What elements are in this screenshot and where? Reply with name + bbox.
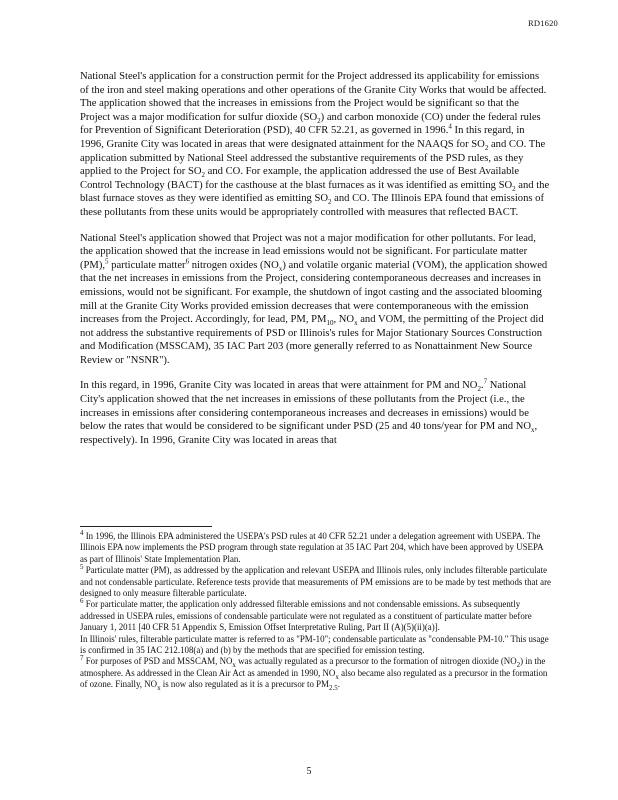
footnote-6-continued bbox=[80, 634, 552, 657]
text-run: and the blast furnace stoves as they were identified as emitting SO bbox=[80, 179, 550, 205]
text-run: Particulate matter (PM), as addressed by the application and relevant USEPA and Illinois rules, only includes filterable particulate and not condensable particulate. Reference tests provide that measurements of PM emissions are to be made by test methods that are designed to only measure filterable particulate. bbox=[80, 565, 551, 599]
subscript: 2 bbox=[328, 198, 332, 207]
paragraph-other-pollutants bbox=[80, 232, 550, 368]
text-run: In 1996, the Illinois EPA administered the USEPA's PSD rules at 40 CFR 52.21 under a delegation agreement with USEPA. The Illinois EPA now implements the PSD program through state regulation at 35 IAC Part 204, which have been approved by USEPA as part of Illinois' State Implementation Plan. bbox=[80, 531, 544, 564]
subscript: 2 bbox=[317, 116, 321, 125]
subscript: x bbox=[354, 319, 358, 328]
body-text bbox=[80, 70, 550, 459]
footnotes bbox=[80, 531, 552, 691]
text-run: In this regard, in 1996, Granite City was located in areas that were attainment for PM and NO bbox=[80, 380, 478, 392]
subscript: x bbox=[157, 684, 161, 693]
subscript: 2.5 bbox=[328, 684, 338, 693]
footnote-5 bbox=[80, 565, 552, 599]
text-run: . bbox=[337, 679, 340, 690]
footnote-marker: 7 bbox=[80, 654, 84, 663]
text-run: In this regard, in 1996, Granite City was located in areas that were designated attainment for the NAAQS for SO bbox=[80, 125, 525, 150]
paragraph-psd-applicability bbox=[80, 70, 550, 220]
text-run: For purposes of PSD and MSSCAM, NO bbox=[83, 656, 233, 667]
footnote-ref-4: 4 bbox=[448, 122, 452, 131]
footnote-4 bbox=[80, 531, 552, 565]
text-run: ) and volatile organic material (VOM), the application showed that the net increases in emissions from the Project, considering contemporaneous decreases and increases in emissions, would not be significant. For example, the shutdown of ingot casting and the associated blooming mill at the Granite City Works provided emission decreases that were contemporaneous with the emission increases from the Project. Accordingly, for lead, PM, PM bbox=[80, 259, 548, 326]
footnote-7 bbox=[80, 654, 552, 693]
subscript: x bbox=[531, 426, 535, 435]
footnote-ref-6: 6 bbox=[185, 257, 190, 266]
subscript: 2 bbox=[477, 385, 481, 394]
text-run: is now also regulated as it is a precursor to PM bbox=[160, 679, 329, 690]
subscript: 2 bbox=[516, 661, 521, 670]
subscript: 2 bbox=[484, 144, 489, 153]
text-run: nitrogen oxides (NO bbox=[189, 259, 279, 271]
text-run: In Illinois' rules, filterable particulate matter bbox=[80, 633, 237, 644]
text-run: and VOM, the permitting of the Project did not address the substantive requirements of PSD or Illinois's rules for Major Stationary Sources Construction and Modification (MSSCAM), 35 IAC Part 203 (more generally referred to as Nonattainment New Source Review or "NSNR"). bbox=[80, 314, 544, 366]
text-run: particulate matter bbox=[108, 259, 186, 271]
subscript: 10 bbox=[326, 319, 334, 328]
text-run: and CO. The application submitted by National Steel addressed the substantive requirements of the PSD rules, as they applied to the Project for SO bbox=[80, 138, 546, 178]
text-run: and CO. For example, the application addressed the use of Best Available Control Technology (BACT) for the casthouse at the blast furnaces as it was identified as emitting SO bbox=[80, 166, 520, 191]
subscript: x bbox=[278, 264, 283, 273]
footnote-marker: 4 bbox=[80, 529, 84, 538]
text-run: National Steel's application for a construction permit for the Project addressed its applicability for emissions of the iron and steel making operations and other operations of the Granite City Works that would be affected. The application showed that the increases in emissions from the Project would be significant so that the Project was a major modification for sulfur dioxide (SO bbox=[80, 71, 547, 123]
text-run: ) in the atmosphere. As addressed in the Clean Air Act as amended in 1990, NO bbox=[80, 656, 546, 678]
subscript: 2 bbox=[201, 171, 206, 180]
text-run: ) and carbon monoxide (CO) under the federal rules for Prevention of Significant Deterioration (PSD), 40 CFR 52.21, as governed in 1996. bbox=[80, 111, 541, 137]
footnote-6 bbox=[80, 599, 552, 633]
subscript: 2 bbox=[512, 184, 516, 193]
text-run: , respectively). In 1996, Granite City was located in areas that bbox=[80, 421, 538, 446]
text-run: is referred to as "PM-10"; condensable particulate as "condensable PM-10." This usage is confirmed in 35 IAC 212.108(a) and (b) by the methods that are specified for emission testing. bbox=[80, 633, 549, 656]
text-run: was actually regulated as a precursor to the formation of nitrogen dioxide (NO bbox=[235, 656, 517, 667]
text-run: also became also regulated as a precursor in the formation of ozone. Finally, NO bbox=[80, 667, 548, 690]
text-run: National City's application showed that the net increases in emissions of these pollutants from the Project (i.e., the increases in emissions after considering contemporaneous increases and decreases in emissions) would be below the rates that would be considered to be significant under PSD (25 and 40 tons/year for PM and NO bbox=[80, 380, 532, 433]
footnote-ref-5: 5 bbox=[105, 257, 109, 266]
footnote-ref-7: 7 bbox=[483, 377, 488, 386]
text-run: and CO. The Illinois EPA found that emissions of these pollutants from these units would be appropriately controlled with measures that reflected BACT. bbox=[80, 193, 544, 218]
text-run: , NO bbox=[333, 314, 355, 326]
page-number: 5 bbox=[306, 766, 312, 777]
document-reference: RD1620 bbox=[527, 18, 558, 28]
text-run: National Steel's application showed that Project was not a major modification for other pollutants. For lead, the application showed that the increase in lead emissions would not be significant. For particulate matter (PM), bbox=[80, 232, 536, 271]
text-run: . bbox=[480, 380, 484, 392]
subscript: x bbox=[335, 672, 339, 681]
footnote-marker: 5 bbox=[80, 563, 84, 572]
paragraph-attainment-areas bbox=[80, 379, 550, 447]
footnote-marker: 6 bbox=[80, 597, 84, 606]
text-run: For particulate matter, the application only addressed filterable emissions and not condensable emissions. As subsequently addressed in USEPA rules, emissions of condensable particulate were not regulated as a constituent of particulate matter before January 1, 2011 [40 CFR 51 Appendix S, Emission Offset Interpretative Ruling, Part II (A)(5)(ii)(a)]. bbox=[80, 599, 532, 633]
subscript: x bbox=[232, 661, 236, 670]
footnote-separator bbox=[80, 526, 212, 527]
